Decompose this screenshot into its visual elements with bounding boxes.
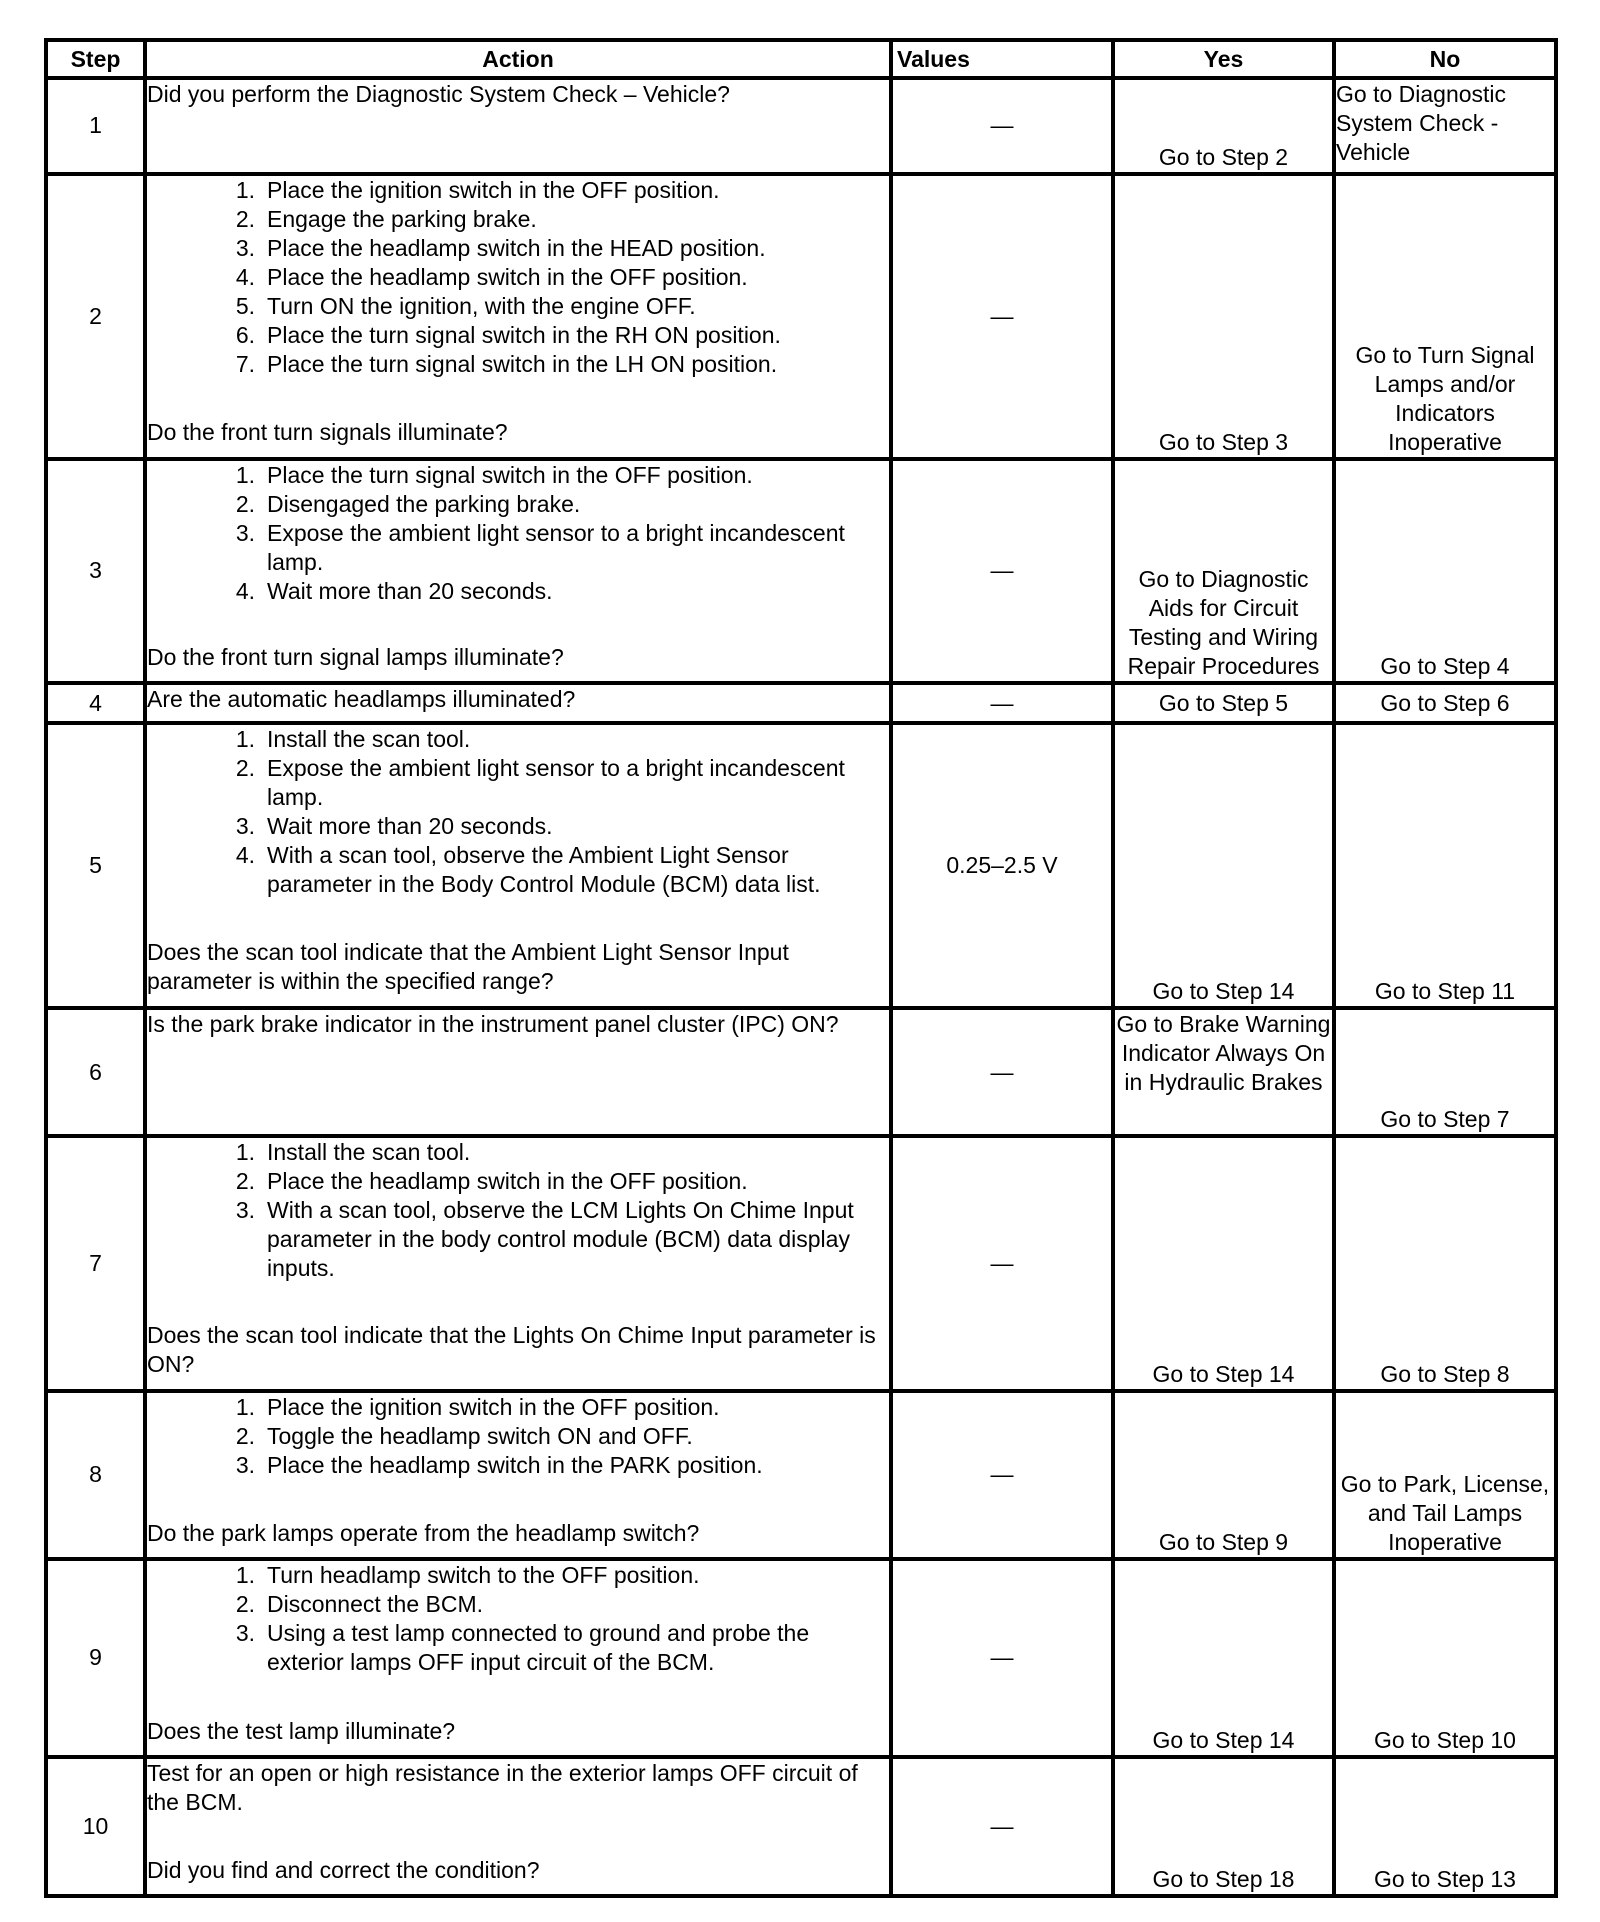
yes-cell: Go to Diagnostic Aids for Circuit Testing and Wiring Repair Procedures [1113,459,1334,683]
action-text: Is the park brake indicator in the instrument panel cluster (IPC) ON? [147,1011,839,1038]
list-item [147,519,889,577]
list-item-number: 2. [235,490,255,517]
action-list [147,1393,889,1480]
action-question: Did you find and correct the condition? [147,1857,540,1884]
list-item-number: 4. [235,577,255,604]
list-item-text: Place the ignition switch in the OFF position. [267,176,720,203]
list-item-text: Turn ON the ignition, with the engine OFF. [267,292,696,319]
values-cell: — [891,459,1113,683]
action-cell [145,174,891,459]
list-item-text: Turn headlamp switch to the OFF position. [267,1561,700,1588]
action-text: Are the automatic headlamps illuminated? [147,685,576,712]
header-row [46,40,1556,78]
list-item [147,1561,889,1590]
action-cell [145,1757,891,1896]
no-cell: Go to Turn Signal Lamps and/or Indicators Inoperative [1334,174,1556,459]
list-item-number: 1. [235,461,255,488]
list-item-number: 6. [235,321,255,348]
yes-cell: Go to Step 14 [1113,1559,1334,1757]
list-item-text: Place the turn signal switch in the RH ON position. [267,321,781,348]
action-list [147,176,889,379]
table-row [46,174,1556,459]
list-item [147,754,889,812]
list-item-number: 3. [235,1196,255,1223]
list-item-number: 1. [235,176,255,203]
header-step: Step [46,40,145,78]
step-number: 5 [46,723,145,1008]
list-item [147,812,889,841]
list-item-text: Install the scan tool. [267,726,471,753]
action-list [147,461,889,606]
table-row [46,1757,1556,1896]
no-cell: Go to Step 7 [1334,1008,1556,1136]
values-cell: — [891,1008,1113,1136]
header-no: No [1334,40,1556,78]
list-item-number: 4. [235,842,255,869]
list-item [147,176,889,205]
list-item-text: Expose the ambient light sensor to a bright incandescent lamp. [267,755,845,811]
table-row [46,1008,1556,1136]
list-item-number: 2. [235,1422,255,1449]
list-item-text: Disengaged the parking brake. [267,490,581,517]
step-number: 6 [46,1008,145,1136]
action-cell [145,683,891,723]
no-cell: Go to Diagnostic System Check - Vehicle [1334,78,1556,174]
list-item-number: 3. [235,1619,255,1646]
step-number: 8 [46,1391,145,1559]
list-item-number: 2. [235,205,255,232]
list-item [147,1590,889,1619]
action-question: Do the front turn signal lamps illuminate? [147,643,564,670]
list-item-text: Place the headlamp switch in the PARK position. [267,1451,763,1478]
table-row [46,459,1556,683]
table-row [46,1136,1556,1391]
list-item-text: Using a test lamp connected to ground and probe the exterior lamps OFF input circuit of the BCM. [267,1619,810,1675]
action-cell [145,1136,891,1391]
list-item-number: 1. [235,1393,255,1420]
list-item-text: Place the headlamp switch in the OFF position. [267,263,748,290]
list-item [147,234,889,263]
action-question: Does the test lamp illuminate? [147,1717,456,1744]
action-cell [145,723,891,1008]
list-item-text: Place the ignition switch in the OFF position. [267,1393,720,1420]
yes-cell: Go to Step 14 [1113,723,1334,1008]
yes-cell: Go to Brake Warning Indicator Always On in Hydraulic Brakes [1113,1008,1334,1136]
action-cell [145,78,891,174]
step-number: 7 [46,1136,145,1391]
list-item-number: 3. [235,519,255,546]
no-cell: Go to Park, License, and Tail Lamps Inoperative [1334,1391,1556,1559]
list-item [147,1167,889,1196]
step-number: 3 [46,459,145,683]
no-cell: Go to Step 6 [1334,683,1556,723]
list-item-number: 7. [235,350,255,377]
list-item-text: With a scan tool, observe the LCM Lights On Chime Input parameter in the body control module (BCM) data display inputs. [267,1196,854,1281]
list-item-text: Install the scan tool. [267,1138,471,1165]
list-item-text: Place the turn signal switch in the OFF position. [267,461,753,488]
values-cell: — [891,174,1113,459]
list-item-text: Toggle the headlamp switch ON and OFF. [267,1422,693,1449]
list-item [147,841,889,899]
list-item [147,205,889,234]
header-values: Values [891,40,1113,78]
values-cell: — [891,1391,1113,1559]
table-row [46,1559,1556,1757]
list-item-number: 3. [235,234,255,261]
action-cell [145,459,891,683]
list-item [147,1393,889,1422]
action-text: Test for an open or high resistance in the exterior lamps OFF circuit of the BCM. [147,1760,858,1816]
list-item [147,1196,889,1283]
list-item-text: Place the headlamp switch in the OFF position. [267,1167,748,1194]
action-question: Do the front turn signals illuminate? [147,418,508,445]
values-cell: — [891,1136,1113,1391]
action-list [147,725,889,899]
yes-cell: Go to Step 9 [1113,1391,1334,1559]
list-item [147,292,889,321]
action-list [147,1138,889,1283]
list-item-number: 2. [235,1590,255,1617]
list-item-number: 5. [235,292,255,319]
no-cell: Go to Step 4 [1334,459,1556,683]
list-item-number: 1. [235,726,255,753]
no-cell: Go to Step 10 [1334,1559,1556,1757]
no-cell: Go to Step 8 [1334,1136,1556,1391]
list-item [147,1422,889,1451]
action-cell [145,1391,891,1559]
list-item-number: 2. [235,755,255,782]
action-cell [145,1008,891,1136]
yes-cell: Go to Step 5 [1113,683,1334,723]
list-item [147,461,889,490]
step-number: 10 [46,1757,145,1896]
list-item-number: 1. [235,1138,255,1165]
values-cell: — [891,78,1113,174]
list-item-text: With a scan tool, observe the Ambient Light Sensor parameter in the Body Control Module (BCM) data list. [267,842,821,898]
action-question: Do the park lamps operate from the headlamp switch? [147,1519,700,1546]
list-item-text: Wait more than 20 seconds. [267,813,553,840]
list-item-number: 1. [235,1561,255,1588]
header-yes: Yes [1113,40,1334,78]
values-cell: — [891,683,1113,723]
list-item-text: Expose the ambient light sensor to a bright incandescent lamp. [267,519,845,575]
list-item-text: Place the headlamp switch in the HEAD position. [267,234,766,261]
list-item [147,1451,889,1480]
list-item [147,725,889,754]
list-item [147,350,889,379]
list-item-text: Disconnect the BCM. [267,1590,484,1617]
step-number: 9 [46,1559,145,1757]
step-number: 2 [46,174,145,459]
list-item-number: 3. [235,1451,255,1478]
action-list [147,1561,889,1677]
yes-cell: Go to Step 2 [1113,78,1334,174]
yes-cell: Go to Step 3 [1113,174,1334,459]
yes-cell: Go to Step 18 [1113,1757,1334,1896]
list-item-number: 2. [235,1167,255,1194]
action-cell [145,1559,891,1757]
action-question: Does the scan tool indicate that the Lights On Chime Input parameter is ON? [147,1321,876,1377]
yes-cell: Go to Step 14 [1113,1136,1334,1391]
list-item [147,1619,889,1677]
list-item-number: 3. [235,813,255,840]
list-item [147,490,889,519]
step-number: 4 [46,683,145,723]
action-text: Did you perform the Diagnostic System Check – Vehicle? [147,81,730,107]
table-row [46,723,1556,1008]
table-row [46,1391,1556,1559]
values-cell: — [891,1757,1113,1896]
step-number: 1 [46,78,145,174]
list-item [147,263,889,292]
list-item [147,1138,889,1167]
header-action: Action [145,40,891,78]
values-cell: 0.25–2.5 V [891,723,1113,1008]
no-cell: Go to Step 13 [1334,1757,1556,1896]
list-item-number: 4. [235,263,255,290]
list-item-text: Place the turn signal switch in the LH ON position. [267,350,778,377]
list-item [147,321,889,350]
no-cell: Go to Step 11 [1334,723,1556,1008]
list-item-text: Wait more than 20 seconds. [267,577,553,604]
list-item-text: Engage the parking brake. [267,205,537,232]
diagnostic-table [44,38,1558,1898]
values-cell: — [891,1559,1113,1757]
action-question: Does the scan tool indicate that the Ambient Light Sensor Input parameter is within the specified range? [147,939,789,995]
table-row [46,78,1556,174]
list-item [147,577,889,606]
table-row [46,683,1556,723]
